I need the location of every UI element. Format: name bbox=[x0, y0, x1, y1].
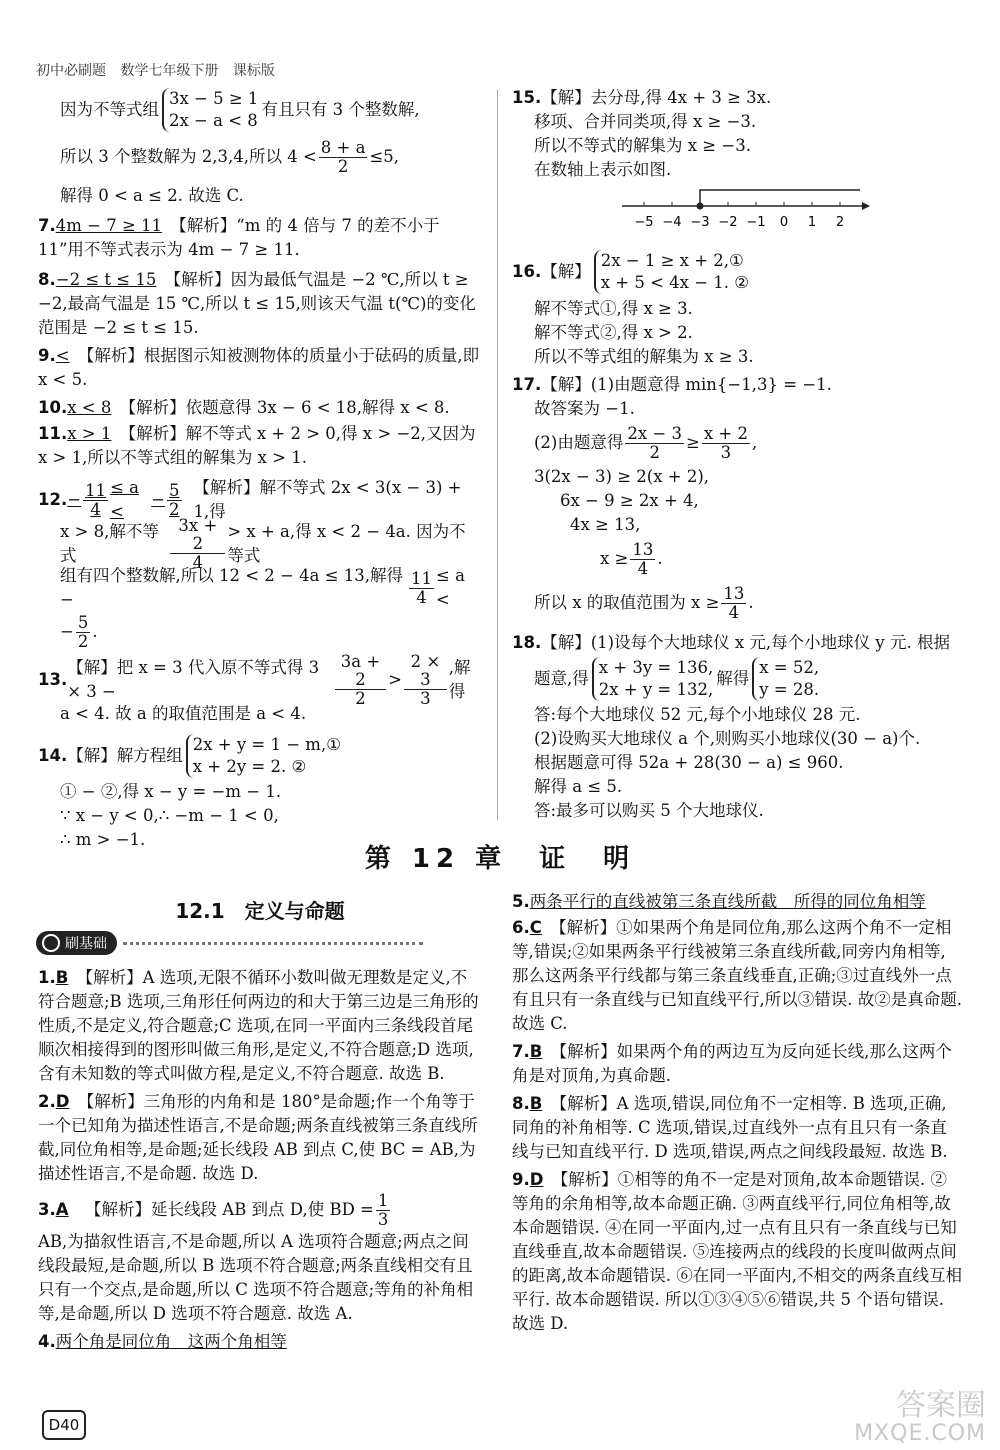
number-line-tick-label: −2 bbox=[718, 215, 738, 230]
answer-b2: 2.D 【解析】三角形的内角和是 180°是命题;作一个角等于一个已知角为描述性语言,不是命题;两条直线被第三条直线所截,同位角相等,是命题;延长线段 AB 到点 C,使 BC = AB,为描述性语言,不是命题. 故选 D. bbox=[38, 1092, 478, 1183]
answer-12: 12. − $\frac{11}{4}$ ≤ a < − $\frac{5}{2}$ 【解析】解不等式 2x < 3(x − 3) + 1,得 x > 8,解不等式 $\frac{3x + 2}{4}$ > x + a,得 x < 2 − 4a. 因为不等式 组有四个整数解,所以 12 < 2 − 4a ≤ 13,解得 − $\frac{11}{4}$ ≤ a < − $\frac{5}{2}$ . bbox=[38, 478, 466, 651]
left-column: 因为不等式组 3x − 5 ≥ 1 2x − a < 8 有且只有 3 个整数解, 所以 3 个整数解为 2,3,4,所以 4 < $\frac{8 + a}{2}$ ≤5, 解得 0 < a ≤ 2. 故选 C. 7.4m − 7 ≥ 11 【解析】“m 的 4 倍与 7 的差不小于 11”用不等式表示为 4m − 7 ≥ 11. 8.−2 ≤ t ≤ 15 【解析】因为最低气温是 −2 ℃,所以 t ≥ −2,最高气温是 15 ℃,所以 t ≤ 15,则该天气温 t(℃)的变化范围是 −2 ≤ t ≤ 15. 9.< 【解析】根据图示知被测物体的质量小于砝码的质量,即 x < 5. 10.x < 8 【解析】依题意得 3x − 6 < 18,解得 x < 8. 11.x > 1 【解析】解不等式 x + 2 > 0,得 x > −2,又因为 x > 1,所以不等式组的解集为 x > 1. 12. − $\frac{11}{4}$ ≤ a < − $\frac{5}{2}$ 【解析】解不等式 2x < 3(x − 3) + 1,得 x > 8,解不等式 $\frac{3x + 2}{4}$ > x + a,得 x < 2 − 4a. 因为不等式 组有四个整数解,所以 12 < 2 − 4a ≤ 13,解得 − $\frac{11}{4}$ ≤ a < − $\frac{5}{2}$ . 13. 【解】把 x = 3 代入原不等式得 3 × 3 − $\frac{3a + 2}{2}$ > $\frac{2 \times 3}{3}$ ,解得 a < 4. 故 a 的取值范围是 a < 4. 14. 【解】解方程组 2x + y = 1 − m,① x + 2y = 2. ② ① − ②,得 x − y = −m − 1. ∵ x − y < 0,∴ −m − 1 < 0, ∴ m > −1. bbox=[38, 86, 482, 852]
answer-b8: 8.B 【解析】A 选项,错误,同位角不一定相等. B 选项,正确,同角的补角相等. C 选项,错误,过直线外一点有且只有一条直线与已知直线平行. D 选项,错误,两点之间线段最短. 故选 B. bbox=[512, 1094, 948, 1161]
right-column-bottom bbox=[512, 890, 962, 1336]
answer-b4: 4.两个角是同位角 这两个角相等 bbox=[38, 1332, 287, 1351]
answer-10: 10.x < 8 【解析】依题意得 3x − 6 < 18,解得 x < 8. bbox=[38, 398, 450, 417]
answer-16: 16. 【解】 2x − 1 ≥ x + 2,① x + 5 < 4x − 1. ② 解不等式①,得 x ≥ 3. 解不等式②,得 x > 2. 所以不等式组的解集为 x ≥ 3. bbox=[512, 251, 754, 366]
answer-18: 18.【解】(1)设每个大地球仪 x 元,每个小地球仪 y 元. 根据 题意,得 x + 3y = 136, 2x + y = 132, 解得 x = 52, y = 28. 答:每个大地球仪 52 元,每个小地球仪 28 元. (2)设购买大地球仪 a 个,则购买小地球仪(30 − a)个. 根据题意可得 52a + 28(30 − a) ≤ 960. 解得 a ≤ 5. 答:最多可以购买 5 个大地球仪. bbox=[512, 633, 950, 820]
column-divider bbox=[497, 90, 498, 820]
number-line-tick-label: −5 bbox=[634, 215, 654, 230]
section-badge: 刷基础 bbox=[36, 930, 423, 956]
answer-b7: 7.B 【解析】如果两个角的两边互为反向延长线,那么这两个角是对顶角,为真命题. bbox=[512, 1042, 952, 1085]
header-subject: 数学七年级下册 bbox=[120, 63, 219, 79]
number-line-tick-label: 0 bbox=[779, 215, 789, 230]
answer-b3: 3. A 【解析】延长线段 AB 到点 D,使 BD = $\frac{1}{3}$ AB,为描叙性语言,不是命题,所以 A 选项符合题意;两点之间线段最短,是命题,所以 B 选项不符合题意;两条直线相交有且只有一个交点,是命题,所以 C 选项不符合题意;等角的补角相等,是命题,所以 D 选项不符合题意. 故选 A. bbox=[38, 1190, 474, 1323]
chapter-title: 第 12 章 证 明 bbox=[364, 844, 636, 874]
solution-point bbox=[697, 203, 704, 210]
answer-b6: 6.C 【解析】①如果两个角是同位角,那么这两个角不一定相等,错误;②如果两条平行线被第三条直线所截,同旁内角相等,那么这两条平行线都与第三条直线垂直,正确;③过直线外一点有且只有一条直线与已知直线平行,所以③错误. 故②是真命题. 故选 C. bbox=[512, 918, 962, 1033]
number-line-tick-label: −4 bbox=[662, 215, 682, 230]
page-number: D40 bbox=[42, 1410, 86, 1440]
number-line-arrow bbox=[862, 202, 870, 210]
answer-13: 13. 【解】把 x = 3 代入原不等式得 3 × 3 − $\frac{3a + 2}{2}$ > $\frac{2 \times 3}{3}$ ,解得 a < 4. 故 a 的取值范围是 a < 4. bbox=[38, 651, 471, 723]
number-line-tick-label: −3 bbox=[690, 215, 710, 230]
number-line-tick-label: −1 bbox=[746, 215, 766, 230]
brush-icon bbox=[42, 934, 60, 952]
header-edition: 课标版 bbox=[232, 63, 275, 79]
solution-bracket bbox=[700, 190, 860, 206]
answer-17: 17.【解】(1)由题意得 min{−1,3} = −1. 故答案为 −1. (2)由题意得 $\frac{2x - 3}{2}$ ≥ $\frac{x + 2}{3}$ , 3(2x − 3) ≥ 2(x + 2), 6x − 9 ≥ 2x + 4, 4x ≥ 13, x ≥ $\frac{13}{4}$ . 所以 x 的取值范围为 x ≥ $\frac{13}{4}$ . bbox=[512, 375, 832, 622]
inequality-system: 3x − 5 ≥ 1 2x − a < 8 bbox=[162, 88, 258, 132]
answer-b1: 1.B 【解析】A 选项,无限不循环小数叫做无理数是定义,不符合题意;B 选项,三角形任何两边的和大于第三边是三角形的性质,不是定义,符合题意;C 选项,在同一平面内三条线段首尾顺次相接得到的图形叫做三角形,是定义,不符合题意;D 选项,含有未知数的等式叫做方程,是定义,不符合题意. 故选 B. bbox=[38, 968, 479, 1083]
answer-7: 7.4m − 7 ≥ 11 【解析】“m 的 4 倍与 7 的差不小于 11”用不等式表示为 4m − 7 ≥ 11. bbox=[38, 216, 440, 259]
dotted-rule bbox=[123, 942, 423, 945]
answer-14: 14. 【解】解方程组 2x + y = 1 − m,① x + 2y = 2. ② ① − ②,得 x − y = −m − 1. ∵ x − y < 0,∴ −m − 1 < 0, ∴ m > −1. bbox=[38, 735, 341, 849]
answer-8: 8.−2 ≤ t ≤ 15 【解析】因为最低气温是 −2 ℃,所以 t ≥ −2,最高气温是 15 ℃,所以 t ≤ 15,则该天气温 t(℃)的变化范围是 −2 ≤ t ≤ 15. bbox=[38, 270, 476, 337]
number-line bbox=[622, 186, 882, 236]
answer-15: 15.【解】去分母,得 4x + 3 ≥ 3x. 移项、合并同类项,得 x ≥ −3. 所以不等式的解集为 x ≥ −3. 在数轴上表示如图. −5 −4 −3 −2 −1 0 1 2 bbox=[512, 86, 962, 243]
number-line-tick-label: 2 bbox=[835, 215, 845, 230]
answer-11: 11.x > 1 【解析】解不等式 x + 2 > 0,得 x > −2,又因为 x > 1,所以不等式组的解集为 x > 1. bbox=[38, 424, 476, 467]
page-header bbox=[36, 60, 285, 80]
header-book: 初中必刷题 bbox=[36, 63, 106, 79]
watermark: 答案圈 MXQE.COM bbox=[854, 1388, 986, 1446]
answer-b5: 5.两条平行的直线被第三条直线所截 所得的同位角相等 bbox=[512, 892, 926, 911]
section-title: 12.1 定义与命题 bbox=[175, 899, 345, 923]
answer-9: 9.< 【解析】根据图示知被测物体的质量小于砝码的质量,即 x < 5. bbox=[38, 346, 480, 389]
number-line-tick-label: 1 bbox=[807, 215, 817, 230]
answer-b9: 9.D 【解析】①相等的角不一定是对顶角,故本命题错误. ②等角的余角相等,故本命题正确. ③两直线平行,同位角相等,故本命题错误. ④在同一平面内,过一点有且只有一条直线与已知直线垂直,故本命题错误. ⑤连接两点的线段的长度叫做两点间的距离,故本命题错误. ⑥在同一平面内,不相交的两条直线互相平行. 故本命题错误. 所以①③④⑤⑥错误,共 5 个语句错误. 故选 D. bbox=[512, 1170, 962, 1333]
right-column bbox=[512, 86, 962, 823]
fraction: $\frac{8 + a}{2}$ bbox=[320, 137, 366, 176]
q6-continued: 因为不等式组 3x − 5 ≥ 1 2x − a < 8 有且只有 3 个整数解, bbox=[60, 89, 420, 130]
left-column-bottom bbox=[38, 966, 482, 1354]
